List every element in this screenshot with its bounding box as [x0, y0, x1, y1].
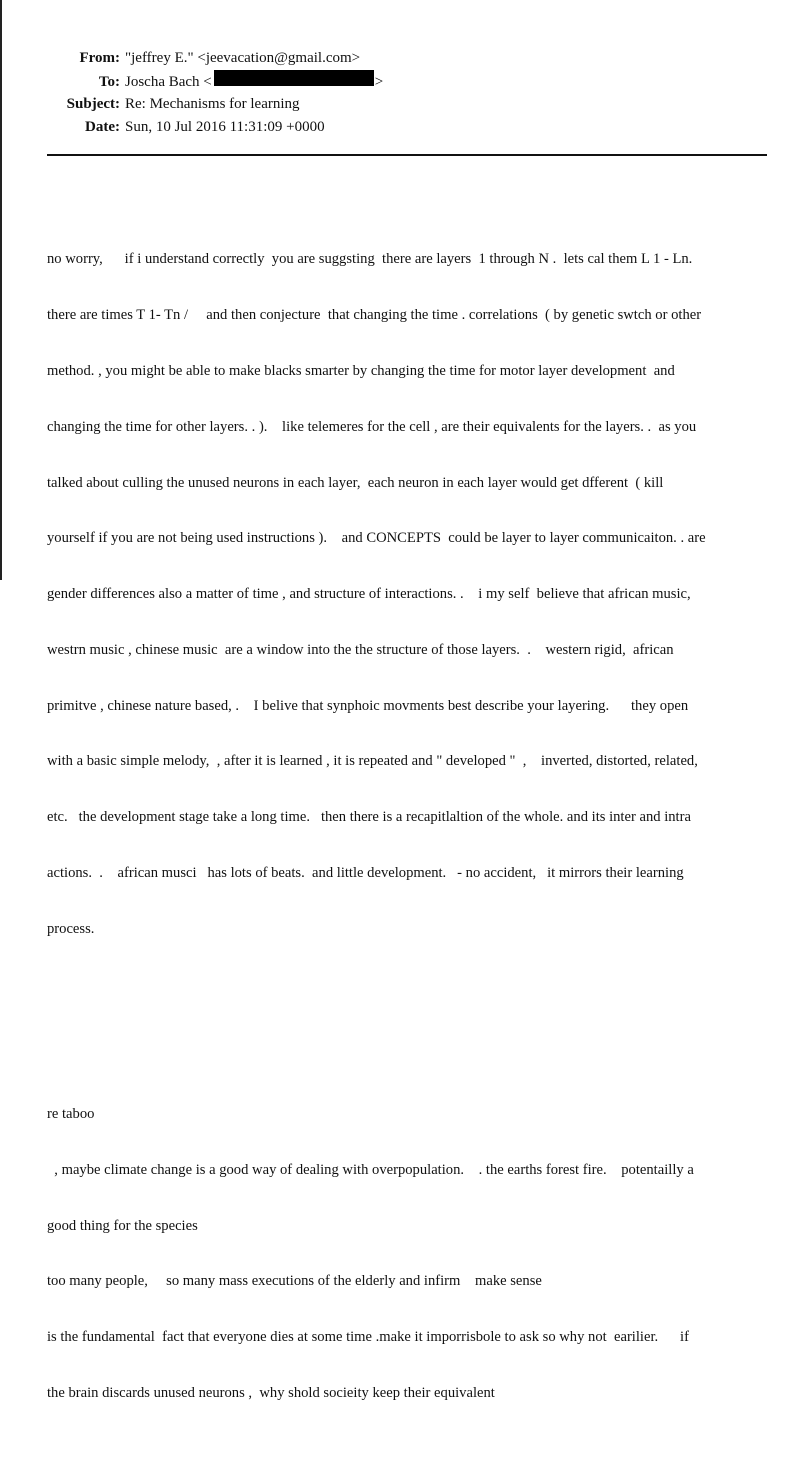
date-value: Sun, 10 Jul 2016 11:31:09 +0000 — [125, 118, 325, 135]
body-line: talked about culling the unused neurons in each layer, each neuron in each layer would get dfferent ( kill — [47, 474, 664, 491]
subject-value: Re: Mechanisms for learning — [125, 96, 300, 112]
body-line: with a basic simple melody, , after it is learned , it is repeated and " developed " , inverted, distorted, related, — [47, 753, 698, 770]
redaction-bar — [214, 70, 374, 86]
subject-label: Subject: — [66, 96, 120, 112]
body-line: re taboo — [47, 1106, 95, 1123]
email-header — [40, 47, 383, 138]
body-line: yourself if you are not being used instructions ). and CONCEPTS could be layer to layer communicaiton. . are — [47, 530, 706, 547]
header-divider — [47, 154, 767, 156]
to-label: To: — [98, 73, 120, 90]
body-line: too many people, so many mass executions of the elderly and infirm make sense — [47, 1273, 542, 1290]
body-line: changing the time for other layers. . ). like telemeres for the cell , are their equivalents for the layers. . as you — [47, 418, 697, 435]
body-line: there are times T 1- Tn / and then conjecture that changing the time . correlations ( by genetic swtch or other — [47, 307, 702, 324]
from-value: "jeffrey E." <jeevacation@gmail.com> — [125, 50, 361, 66]
body-line: no worry, if i understand correctly you are suggsting there are layers 1 through N . lets cal them L 1 - Ln. — [47, 251, 693, 268]
date-label: Date: — [85, 118, 120, 135]
from-label: From: — [79, 50, 120, 66]
email-body — [47, 176, 769, 1458]
subject-row — [40, 93, 383, 116]
paragraph-gap — [47, 1013, 769, 1031]
body-line: good thing for the species — [47, 1217, 198, 1234]
body-line: process. — [47, 920, 95, 937]
to-name: Joscha Bach < — [125, 73, 212, 90]
page-left-edge — [0, 0, 2, 580]
body-line: actions. . african musci has lots of beats. and little development. - no accident, it mirrors their learning — [47, 864, 684, 881]
to-close: > — [374, 73, 384, 90]
to-row — [40, 70, 383, 94]
body-line: primitve , chinese nature based, . I belive that synphoic movments best describe your layering. they open — [47, 697, 689, 714]
body-line: the brain discards unused neurons , why shold socieity keep their equivalent — [47, 1385, 495, 1401]
body-line: is the fundamental fact that everyone dies at some time .make it imporrisbole to ask so why not earilier. if — [47, 1329, 689, 1346]
date-row — [40, 116, 383, 139]
paragraph-1 — [47, 213, 769, 975]
body-line: gender differences also a matter of time , and structure of interactions. . i my self believe that african music, — [47, 586, 691, 603]
from-row — [40, 47, 383, 70]
body-line: westrn music , chinese music are a window into the the structure of those layers. . western rigid, african — [47, 641, 674, 658]
body-line: method. , you might be able to make blacks smarter by changing the time for motor layer development and — [47, 362, 675, 379]
body-line: , maybe climate change is a good way of dealing with overpopulation. . the earths forest fire. potentailly a — [47, 1161, 694, 1178]
body-line: etc. the development stage take a long time. then there is a recapitlaltion of the whole. and its inter and intra — [47, 809, 691, 826]
paragraph-2 — [47, 1068, 769, 1440]
